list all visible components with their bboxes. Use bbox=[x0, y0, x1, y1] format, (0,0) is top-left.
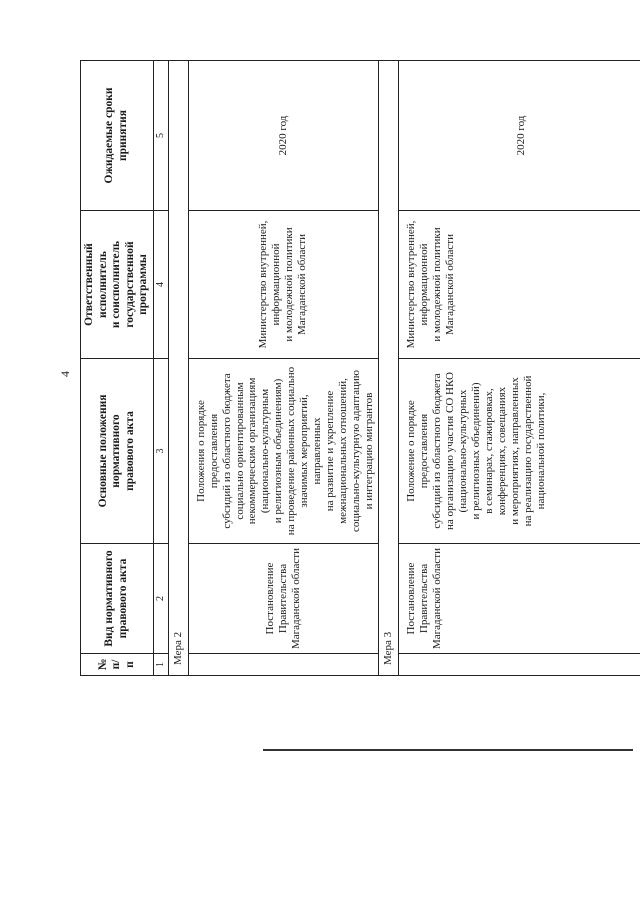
header-provisions: Основные положения нормативного правового акта bbox=[81, 359, 154, 544]
measure-2-provisions: Положения о порядке предоставления субсидий из областного бюджета социально ориентированным некоммерческим организациям (национально-культурным и религиозным объединениям) на проведение районных социально значимых мероприятий, направленных на развитие и укрепление межнациональных отношений, социально-культурную адаптацию и интеграцию мигрантов bbox=[188, 359, 379, 544]
header-number: № п/п bbox=[81, 654, 154, 676]
measure-2-number bbox=[188, 654, 379, 676]
normative-acts-table bbox=[80, 61, 635, 676]
column-number: 2 bbox=[153, 544, 168, 654]
measure-3-executor: Министерство внутренней, информационной и молодежной политики Магаданской области bbox=[399, 211, 640, 359]
column-number: 3 bbox=[153, 359, 168, 544]
page-number: 4 bbox=[58, 371, 72, 377]
column-number-row bbox=[153, 61, 168, 676]
header-executor: Ответственный исполнитель и соисполнитель государственной программы bbox=[81, 211, 154, 359]
measure-3-provisions: Положение о порядке предоставления субсидий из областного бюджета на организацию участия СО НКО (национально-культурных и религиозных объединений) в семинарах, стажировках, конференциях, совещаниях и мероприятиях, направленных на реализацию государственной национальной политики, bbox=[399, 359, 640, 544]
measure-2-deadline: 2020 год bbox=[188, 61, 379, 211]
column-number: 4 bbox=[153, 211, 168, 359]
measure-2-data-row bbox=[188, 61, 379, 676]
column-number: 5 bbox=[153, 61, 168, 211]
measure-3-title: Мера 3 bbox=[379, 61, 399, 676]
header-act-type: Вид нормативного правового акта bbox=[81, 544, 154, 654]
header-deadline: Ожидаемые сроки принятия bbox=[81, 61, 154, 211]
measure-3-row bbox=[379, 61, 399, 676]
measure-3-data-row bbox=[399, 61, 640, 676]
measure-2-act-type: Постановление Правительства Магаданской области bbox=[188, 544, 379, 654]
measure-2-executor: Министерство внутренней, информационной и молодежной политики Магаданской области bbox=[188, 211, 379, 359]
measure-2-row bbox=[168, 61, 188, 676]
header-row bbox=[81, 61, 154, 676]
column-number: 1 bbox=[153, 654, 168, 676]
measure-3-deadline: 2020 год bbox=[399, 61, 640, 211]
measure-3-number bbox=[399, 654, 640, 676]
horizontal-divider bbox=[263, 749, 633, 751]
measure-3-act-type: Постановление Правительства Магаданской области bbox=[399, 544, 640, 654]
measure-2-title: Мера 2 bbox=[168, 61, 188, 676]
